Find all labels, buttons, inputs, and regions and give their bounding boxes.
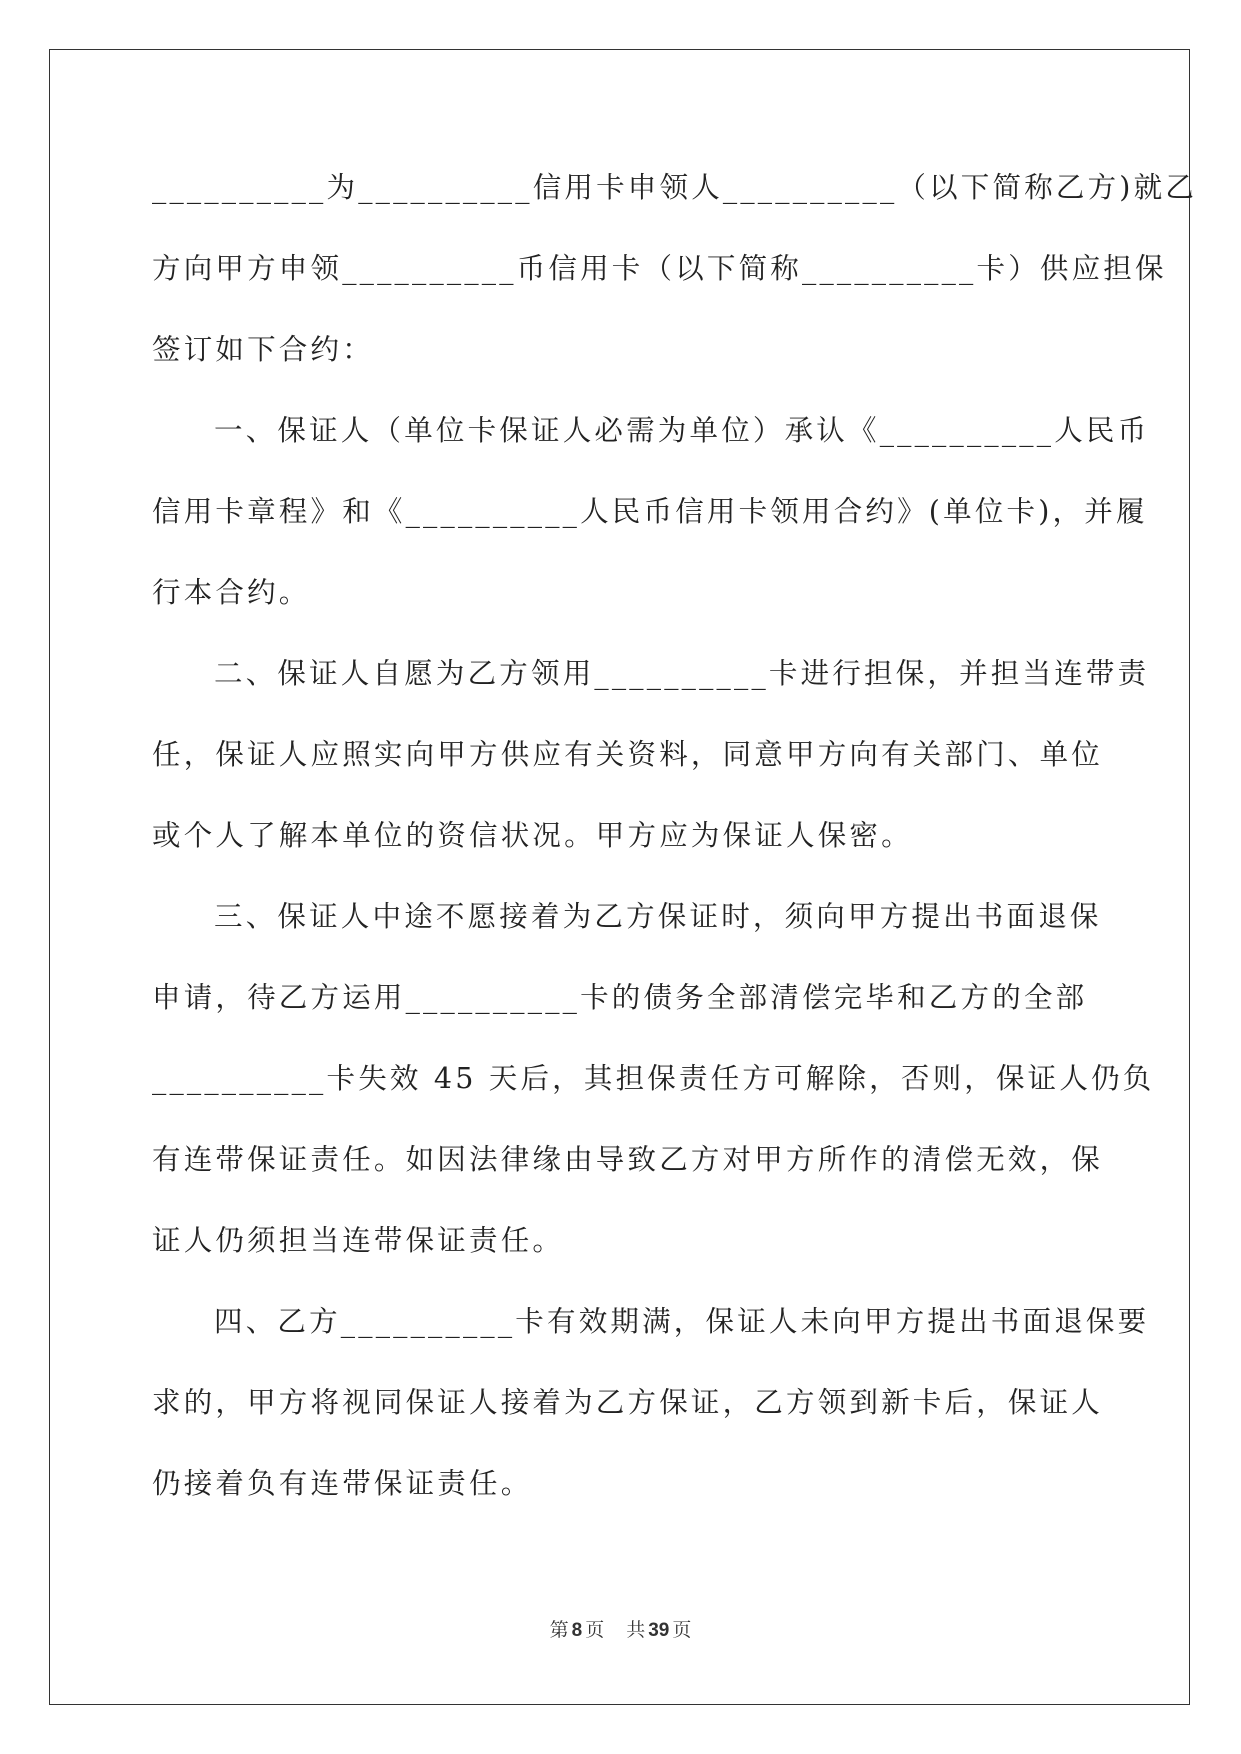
total-pages: 39 <box>648 1620 670 1641</box>
text-line: 方向甲方申领__________币信用卡（以下简称__________卡）供应担保 <box>152 252 1167 285</box>
document-body <box>152 160 1198 1537</box>
text-line: 求的，甲方将视同保证人接着为乙方保证，乙方领到新卡后，保证人 <box>152 1386 1104 1419</box>
clause-1-start: 一、保证人（单位卡保证人必需为单位）承认《__________人民币 <box>214 414 1150 447</box>
page-number: 8 <box>571 1620 583 1641</box>
total-prefix: 共 <box>626 1619 646 1641</box>
page-footer <box>0 1615 1241 1642</box>
page-prefix: 第 <box>549 1619 569 1641</box>
text-line: 证人仍须担当连带保证责任。 <box>152 1224 565 1257</box>
text-line: __________为__________信用卡申领人__________（以下简称乙方)就乙 <box>152 171 1198 204</box>
text-line: 信用卡章程》和《__________人民币信用卡领用合约》(单位卡)，并履 <box>152 495 1148 528</box>
text-line: 有连带保证责任。如因法律缘由导致乙方对甲方所作的清偿无效，保 <box>152 1143 1104 1176</box>
clause-4-start: 四、乙方__________卡有效期满，保证人未向甲方提出书面退保要 <box>214 1305 1150 1338</box>
text-line: 仍接着负有连带保证责任。 <box>152 1467 533 1500</box>
text-line: 申请，待乙方运用__________卡的债务全部清偿完毕和乙方的全部 <box>152 981 1088 1014</box>
page-suffix: 页 <box>585 1619 605 1641</box>
total-suffix: 页 <box>672 1619 692 1641</box>
text-line: __________卡失效 45 天后，其担保责任方可解除，否则，保证人仍负 <box>152 1062 1155 1095</box>
clause-3-start: 三、保证人中途不愿接着为乙方保证时，须向甲方提出书面退保 <box>214 900 1102 933</box>
text-line: 行本合约。 <box>152 576 311 609</box>
text-line: 签订如下合约： <box>152 333 374 366</box>
text-line: 或个人了解本单位的资信状况。甲方应为保证人保密。 <box>152 819 913 852</box>
text-line: 任，保证人应照实向甲方供应有关资料，同意甲方向有关部门、单位 <box>152 738 1104 771</box>
clause-2-start: 二、保证人自愿为乙方领用__________卡进行担保，并担当连带责 <box>214 657 1150 690</box>
